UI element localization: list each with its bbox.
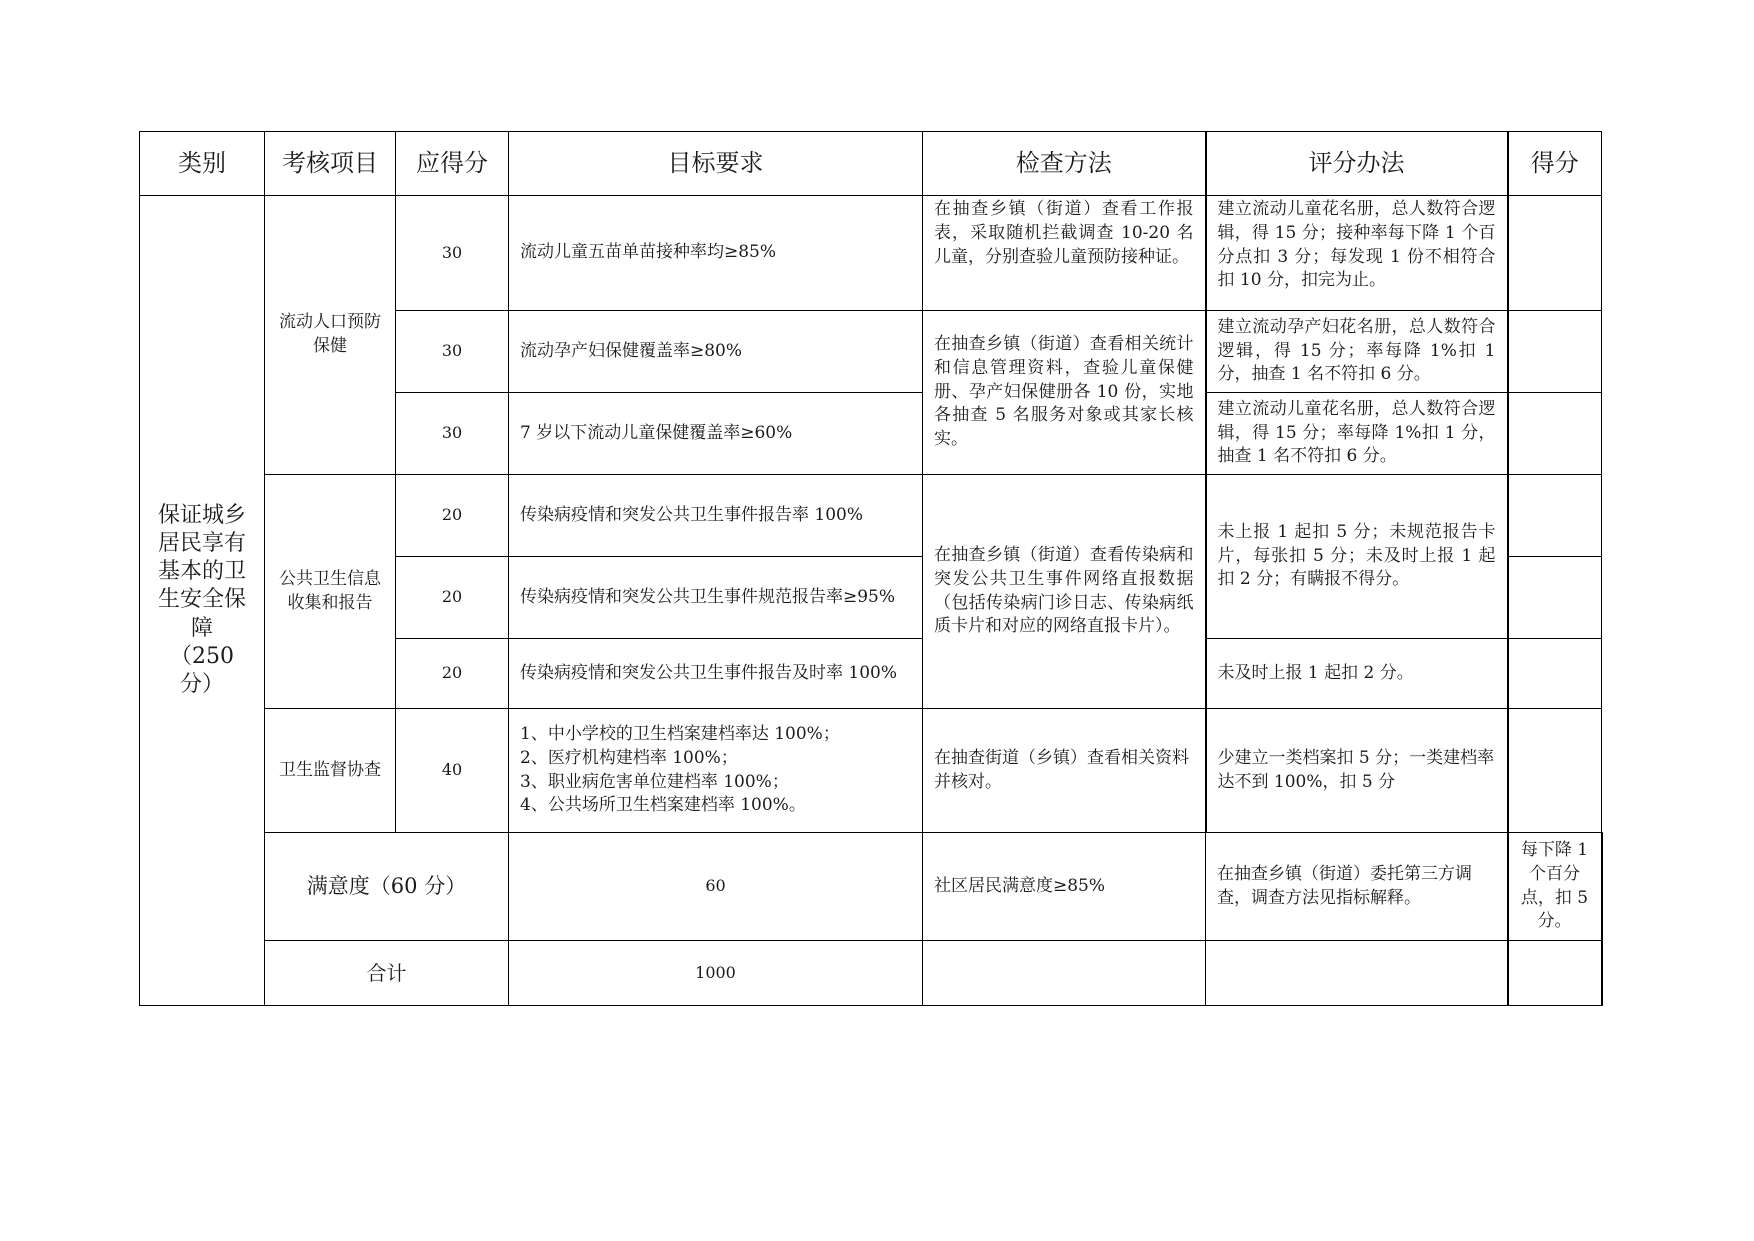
obtained-score-cell <box>1508 196 1602 311</box>
target-cell: 社区居民满意度≥85% <box>923 833 1206 941</box>
total-row <box>140 941 1602 1006</box>
score-cell: 40 <box>396 709 509 833</box>
scoring-cell: 每下降 1 个百分点，扣 5 分。 <box>1508 833 1602 941</box>
header-row <box>140 132 1602 196</box>
target-cell: 传染病疫情和突发公共卫生事件报告率 100% <box>509 475 923 557</box>
target-item: 2、医疗机构建档率 100%； <box>520 747 738 768</box>
project-name: 卫生监督协查 <box>265 709 396 833</box>
score-cell: 30 <box>396 311 509 393</box>
target-cell <box>923 941 1206 1006</box>
table-row <box>140 475 1602 557</box>
scoring-cell <box>1508 941 1602 1006</box>
category-name: 保证城乡居民享有基本的卫生安全保障 <box>157 502 246 641</box>
target-item: 3、职业病危害单位建档率 100%； <box>520 771 789 792</box>
target-cell: 传染病疫情和突发公共卫生事件报告及时率 100% <box>509 639 923 709</box>
score-cell: 30 <box>396 196 509 311</box>
obtained-score-cell <box>1508 557 1602 639</box>
target-item: 1、中小学校的卫生档案建档率达 100%； <box>520 723 840 744</box>
header-method: 检查方法 <box>923 132 1206 196</box>
target-cell: 流动儿童五苗单苗接种率均≥85% <box>509 196 923 311</box>
header-category: 类别 <box>140 132 265 196</box>
obtained-score-cell <box>1508 475 1602 557</box>
table-row <box>140 196 1602 311</box>
method-cell: 在抽查街道（乡镇）查看相关资料并核对。 <box>923 709 1206 833</box>
scoring-cell: 建立流动儿童花名册，总人数符合逻辑，得 15 分；率每降 1%扣 1 分，抽查 1 名不符扣 6 分。 <box>1206 393 1508 475</box>
scoring-cell: 未及时上报 1 起扣 2 分。 <box>1206 639 1508 709</box>
category-points: （250分） <box>170 643 234 697</box>
table-row <box>140 709 1602 833</box>
score-cell: 20 <box>396 475 509 557</box>
method-cell: 在抽查乡镇（街道）查看传染病和突发公共卫生事件网络直报数据（包括传染病门诊日志、传染病纸质卡片和对应的网络直报卡片）。 <box>923 475 1206 709</box>
obtained-score-cell <box>1508 709 1602 833</box>
header-obtained: 得分 <box>1508 132 1602 196</box>
score-cell: 20 <box>396 639 509 709</box>
target-cell <box>509 709 923 833</box>
scoring-cell: 建立流动儿童花名册，总人数符合逻辑，得 15 分；接种率每下降 1 个百分点扣 3 分；每发现 1 份不相符合扣 10 分，扣完为止。 <box>1206 196 1508 311</box>
obtained-score-cell <box>1508 311 1602 393</box>
score-cell: 60 <box>509 833 923 941</box>
obtained-score-cell <box>1508 393 1602 475</box>
header-scoring: 评分办法 <box>1206 132 1508 196</box>
header-score: 应得分 <box>396 132 509 196</box>
target-item: 4、公共场所卫生档案建档率 100%。 <box>520 795 806 816</box>
assessment-table <box>139 131 1602 1006</box>
target-cell: 传染病疫情和突发公共卫生事件规范报告率≥95% <box>509 557 923 639</box>
scoring-cell: 少建立一类档案扣 5 分；一类建档率达不到 100%，扣 5 分 <box>1206 709 1508 833</box>
header-project: 考核项目 <box>265 132 396 196</box>
header-target: 目标要求 <box>509 132 923 196</box>
target-cell: 7 岁以下流动儿童保健覆盖率≥60% <box>509 393 923 475</box>
satisfaction-row <box>140 833 1602 941</box>
total-label: 合计 <box>265 941 509 1006</box>
target-cell: 流动孕产妇保健覆盖率≥80% <box>509 311 923 393</box>
scoring-cell: 未上报 1 起扣 5 分；未规范报告卡片，每张扣 5 分；未及时上报 1 起扣 2 分；有瞒报不得分。 <box>1206 475 1508 639</box>
scoring-cell: 建立流动孕产妇花名册，总人数符合逻辑，得 15 分；率每降 1%扣 1 分，抽查 1 名不符扣 6 分。 <box>1206 311 1508 393</box>
method-cell: 在抽查乡镇（街道）委托第三方调查，调查方法见指标解释。 <box>1206 833 1508 941</box>
category-cell <box>140 196 265 1006</box>
score-cell: 20 <box>396 557 509 639</box>
project-name: 流动人口预防保健 <box>265 196 396 475</box>
method-cell <box>1206 941 1508 1006</box>
satisfaction-label: 满意度（60 分） <box>265 833 509 941</box>
method-cell: 在抽查乡镇（街道）查看相关统计和信息管理资料，查验儿童保健册、孕产妇保健册各 10 份，实地各抽查 5 名服务对象或其家长核实。 <box>923 311 1206 475</box>
project-name: 公共卫生信息收集和报告 <box>265 475 396 709</box>
score-cell: 30 <box>396 393 509 475</box>
total-score: 1000 <box>509 941 923 1006</box>
obtained-score-cell <box>1508 639 1602 709</box>
method-cell: 在抽查乡镇（街道）查看工作报表，采取随机拦截调查 10-20 名儿童，分别查验儿童预防接种证。 <box>923 196 1206 311</box>
